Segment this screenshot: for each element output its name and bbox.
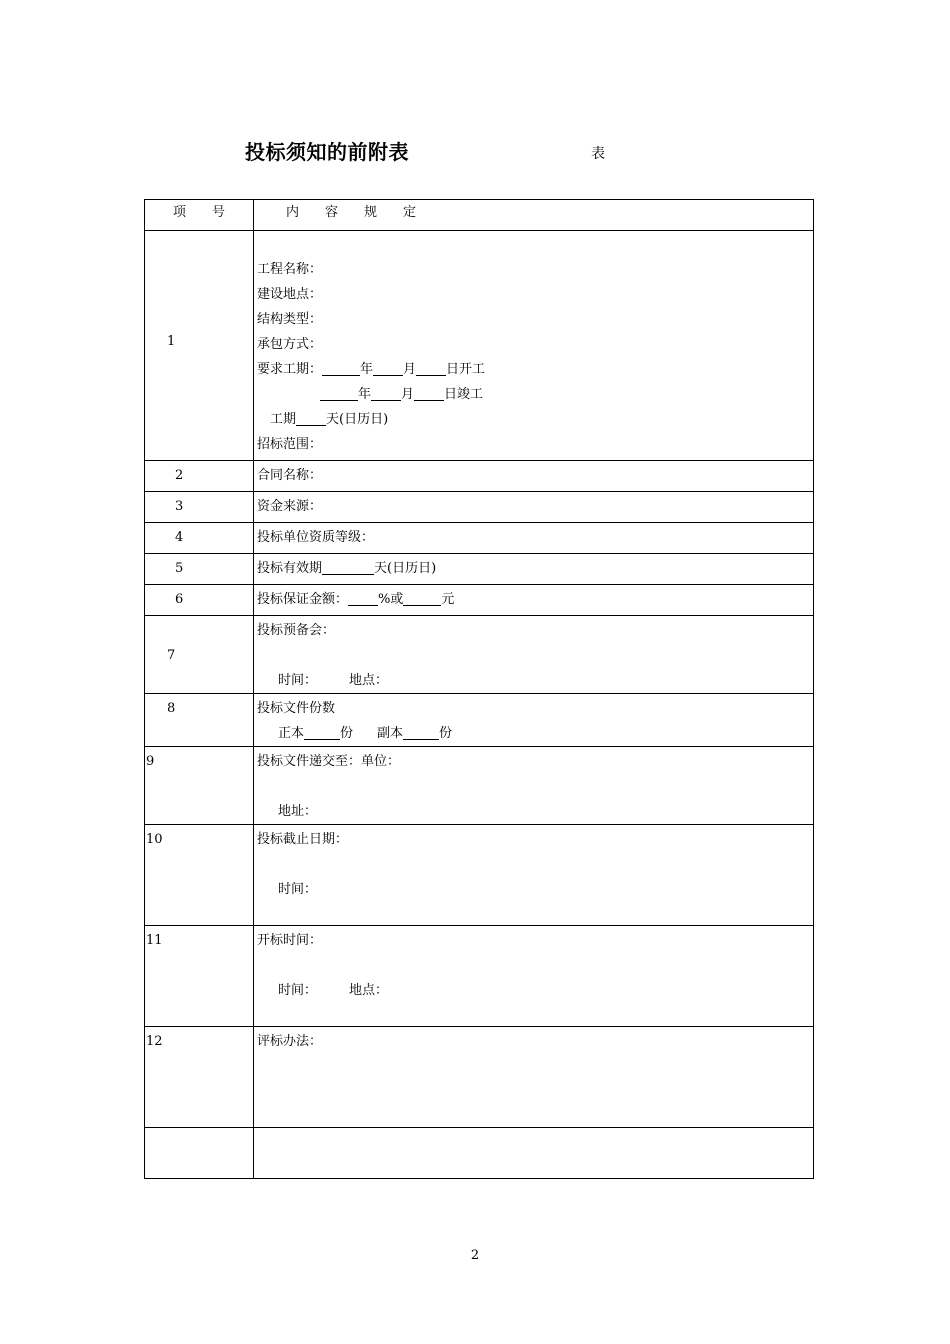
title-suffix: 表 [591,146,605,162]
row-content: 投标文件递交至：单位： 地址： [254,747,814,825]
row-number: 9 [145,747,254,825]
page-number: 2 [470,1248,480,1263]
row-content: 投标预备会： 时间： 地点： [254,616,814,694]
table-row [145,585,814,616]
row-content [254,231,814,461]
table-row [145,231,814,461]
row-number: 7 [145,616,254,694]
table-row-empty [145,1128,814,1179]
bid-scope-label: 招标范围： [257,437,323,452]
row-content: 投标单位资质等级： [254,523,814,554]
table-row [145,747,814,825]
row-number: 6 [145,585,254,616]
project-name-label: 工程名称： [257,262,323,277]
row-content: 投标保证金额： %或 元 [254,585,814,616]
row-content: 合同名称： [254,461,814,492]
duration-line: 工期 天(日历日) [270,412,389,427]
table-row [145,554,814,585]
schedule-end-line: 年 月 日竣工 [254,382,813,407]
table-row [145,523,814,554]
row-number: 10 [145,825,254,926]
row-number: 5 [145,554,254,585]
row-content: 评标办法： [254,1027,814,1128]
bid-instructions-table [144,199,814,1179]
row-number: 11 [145,926,254,1027]
table-row [145,1027,814,1128]
row-content: 投标文件份数 正本 份 副本 份 [254,694,814,747]
table-row [145,694,814,747]
table-row [145,825,814,926]
schedule-start-line: 要求工期： 年 月 日开工 [257,362,486,377]
row-number: 12 [145,1027,254,1128]
row-number: 3 [145,492,254,523]
document-title: 投标须知的前附表 [245,140,409,164]
table-row [145,461,814,492]
table-row [145,616,814,694]
row-number: 2 [145,461,254,492]
contract-mode-label: 承包方式： [257,337,323,352]
structure-type-label: 结构类型： [257,312,323,327]
row-number: 4 [145,523,254,554]
row-number: 8 [145,694,254,747]
table-row [145,926,814,1027]
row-content: 投标有效期 天(日历日) [254,554,814,585]
construction-site-label: 建设地点： [257,287,323,302]
row-number-empty [145,1128,254,1179]
header-item-no: 项 号 [145,200,254,231]
row-content: 投标截止日期： 时间： [254,825,814,926]
header-row [145,200,814,231]
row-content: 开标时间： 时间： 地点： [254,926,814,1027]
row-number: 1 [145,231,254,461]
header-content: 内 容 规 定 [254,200,814,231]
row-content-empty [254,1128,814,1179]
row-content: 资金来源： [254,492,814,523]
table-row [145,492,814,523]
